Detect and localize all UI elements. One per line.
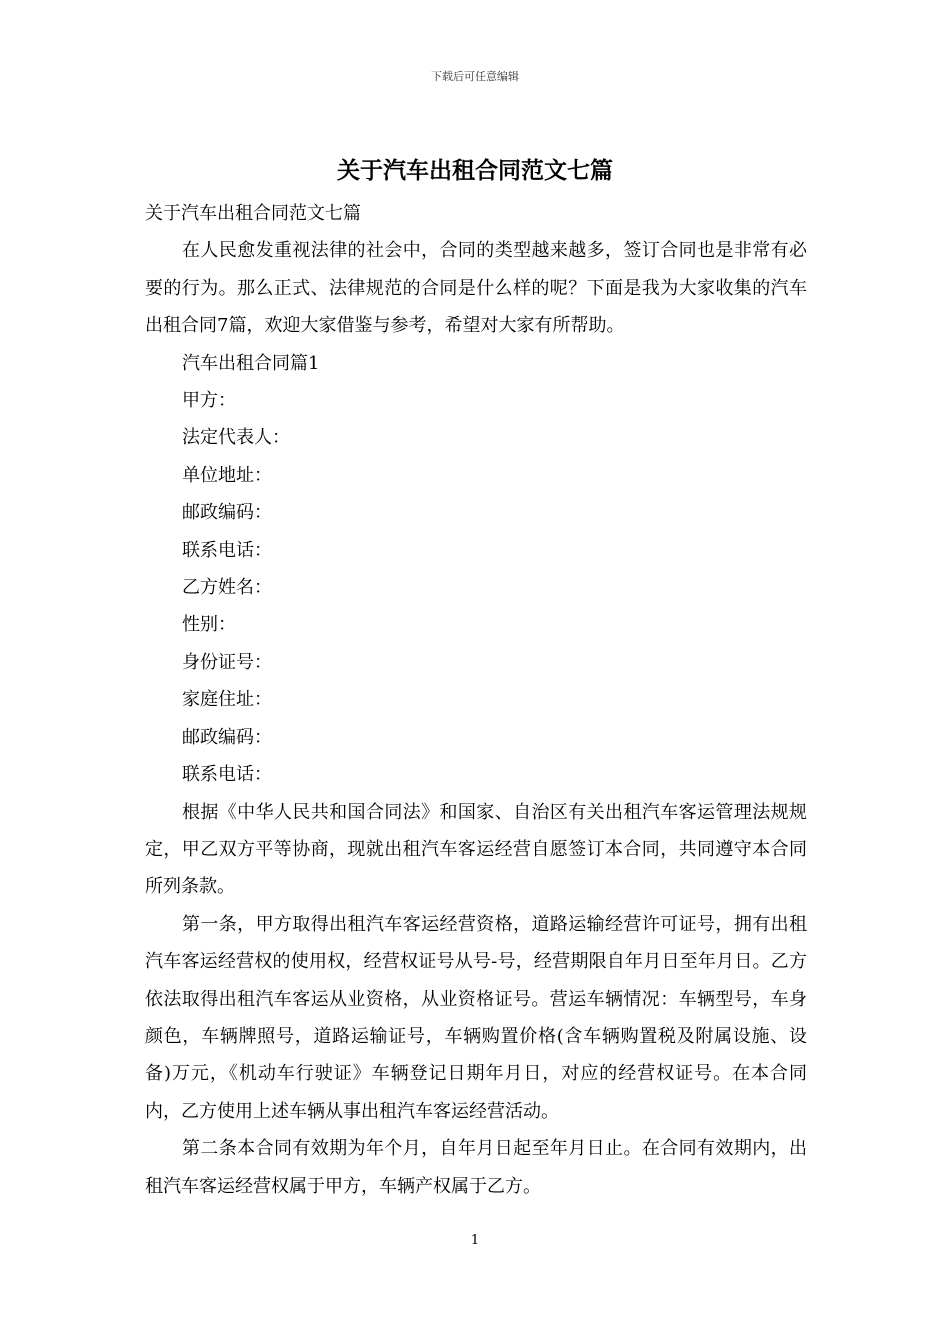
phone-field-a: 联系电话： — [182, 539, 272, 561]
page-header-note: 下载后可任意编辑 — [431, 70, 519, 83]
section-heading: 汽车出租合同篇1 — [182, 352, 320, 374]
page-number: 1 — [470, 1233, 480, 1248]
document-title: 关于汽车出租合同范文七篇 — [337, 158, 613, 184]
legal-representative-field: 法定代表人： — [182, 427, 290, 449]
postal-code-field-b: 邮政编码： — [182, 726, 272, 748]
party-b-name-field: 乙方姓名： — [182, 577, 272, 599]
document-body — [145, 195, 807, 1205]
postal-code-field-a: 邮政编码： — [182, 502, 272, 524]
document-subtitle: 关于汽车出租合同范文七篇 — [145, 203, 361, 224]
home-address-field: 家庭住址： — [182, 689, 272, 711]
gender-field: 性别： — [182, 614, 236, 636]
intro-paragraph: 在人民愈发重视法律的社会中，合同的类型越来越多，签订合同也是非常有必要的行为。那么正式、法律规范的合同是什么样的呢？下面是我为大家收集的汽车出租合同7篇，欢迎大家借鉴与参考，希望对大家有所帮助。 — [145, 240, 807, 337]
article-one-paragraph: 第一条，甲方取得出租汽车客运经营资格，道路运输经营许可证号，拥有出租汽车客运经营权的使用权，经营权证号从号-号，经营期限自年月日至年月日。乙方依法取得出租汽车客运从业资格，从业资格证号。营运车辆情况：车辆型号，车身颜色，车辆牌照号，道路运输证号，车辆购置价格(含车辆购置税及附属设施、设备)万元，《机动车行驶证》车辆登记日期年月日，对应的经营权证号。在本合同内，乙方使用上述车辆从事出租汽车客运经营活动。 — [145, 913, 807, 1122]
company-address-field: 单位地址： — [182, 464, 272, 486]
legal-basis-paragraph: 根据《中华人民共和国合同法》和国家、自治区有关出租汽车客运管理法规规定，甲乙双方平等协商，现就出租汽车客运经营自愿签订本合同，共同遵守本合同所列条款。 — [145, 801, 807, 898]
id-number-field: 身份证号： — [182, 651, 272, 673]
phone-field-b: 联系电话： — [182, 764, 272, 786]
party-a-field: 甲方： — [182, 390, 236, 412]
article-two-paragraph: 第二条本合同有效期为年个月，自年月日起至年月日止。在合同有效期内，出租汽车客运经营权属于甲方，车辆产权属于乙方。 — [145, 1138, 807, 1197]
